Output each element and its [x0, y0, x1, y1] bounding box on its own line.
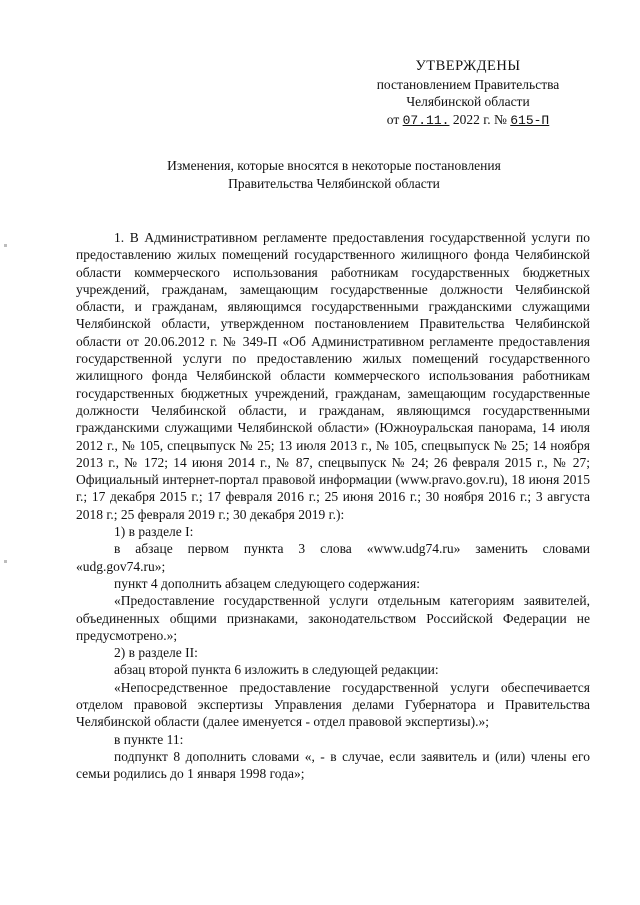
- paragraph: 2) в разделе II:: [114, 645, 198, 661]
- paragraph: в абзаце первом пункта 3 слова «www.udg74.ru» заменить словами «udg.gov74.ru»;: [76, 541, 590, 574]
- approval-block: [355, 58, 581, 129]
- paragraph: подпункт 8 дополнить словами «, - в случае, если заявитель и (или) члены его семьи родились до 1 января 1998 года»;: [76, 748, 590, 782]
- paragraph: «Непосредственное предоставление государственной услуги обеспечивается отделом правовой экспертизы Управления делами Губернатора и Правительства Челябинской области (далее именуется - отдел правовой экспертизы).»;: [76, 679, 590, 730]
- paragraph: в пункте 11:: [114, 731, 184, 747]
- approval-line-1: постановлением Правительства: [376, 76, 560, 92]
- paragraph: абзац второй пункта 6 изложить в следующей редакции:: [114, 662, 439, 678]
- approval-line-2: Челябинской области: [406, 94, 530, 109]
- year-text: 2022 г. №: [452, 111, 507, 127]
- date-value: 07.11.: [402, 112, 450, 128]
- approval-heading: УТВЕРЖДЕНЫ: [415, 58, 521, 74]
- paragraph: 1. В Административном регламенте предоставления государственной услуги по предоставлению жилых помещений государственного жилищного фонда Челябинской области коммерческого использования работникам государственных бюджетных учреждений, гражданам, замещающим государственные должности Челябинской области, и гражданам, являющимся государственными гражданскими служащими Челябинской области, утвержденном постановлением Правительства Челябинской области от 20.06.2012 г. № 349-П «Об Административном регламенте предоставления государственной услуги по предоставлению жилых помещений государственного жилищного фонда Челябинской области коммерческого использования работникам государственных бюджетных учреждений, гражданам, замещающим государственные должности Челябинской области, и гражданам, являющимся государственными гражданскими служащими Челябинской области» (Южноуральская панорама, 14 июля 2012 г., № 105, спецвыпуск № 25; 13 июля 2013 г., № 105, спецвыпуск № 25; 14 ноября 2013 г., № 172; 14 июня 2014 г., № 87, спецвыпуск № 24; 26 февраля 2015 г., № 27; Официальный интернет-портал правовой информации (www.pravo.gov.ru), 18 июня 2015 г.; 17 декабря 2015 г.; 17 февраля 2016 г.; 25 июня 2016 г.; 30 ноября 2016 г.; 3 августа 2018 г.; 25 февраля 2019 г.; 30 декабря 2019 г.):: [76, 230, 590, 522]
- scan-mark: [4, 560, 7, 563]
- approval-date-line: [355, 111, 581, 130]
- paragraph: пункт 4 дополнить абзацем следующего содержания:: [114, 575, 420, 591]
- title-line-1: Изменения, которые вносятся в некоторые постановления: [167, 158, 501, 173]
- decree-number: 615-П: [510, 112, 550, 128]
- paragraph: «Предоставление государственной услуги отдельным категориям заявителей, объединенных общими признаками, законодательством Российской Федерации не предусмотрено.»;: [76, 593, 590, 643]
- scan-mark: [4, 244, 7, 247]
- document-title: [100, 157, 568, 192]
- title-line-2: Правительства Челябинской области: [228, 175, 440, 191]
- date-prefix: от: [386, 111, 400, 127]
- document-body: [76, 229, 590, 783]
- paragraph: 1) в разделе I:: [114, 524, 194, 540]
